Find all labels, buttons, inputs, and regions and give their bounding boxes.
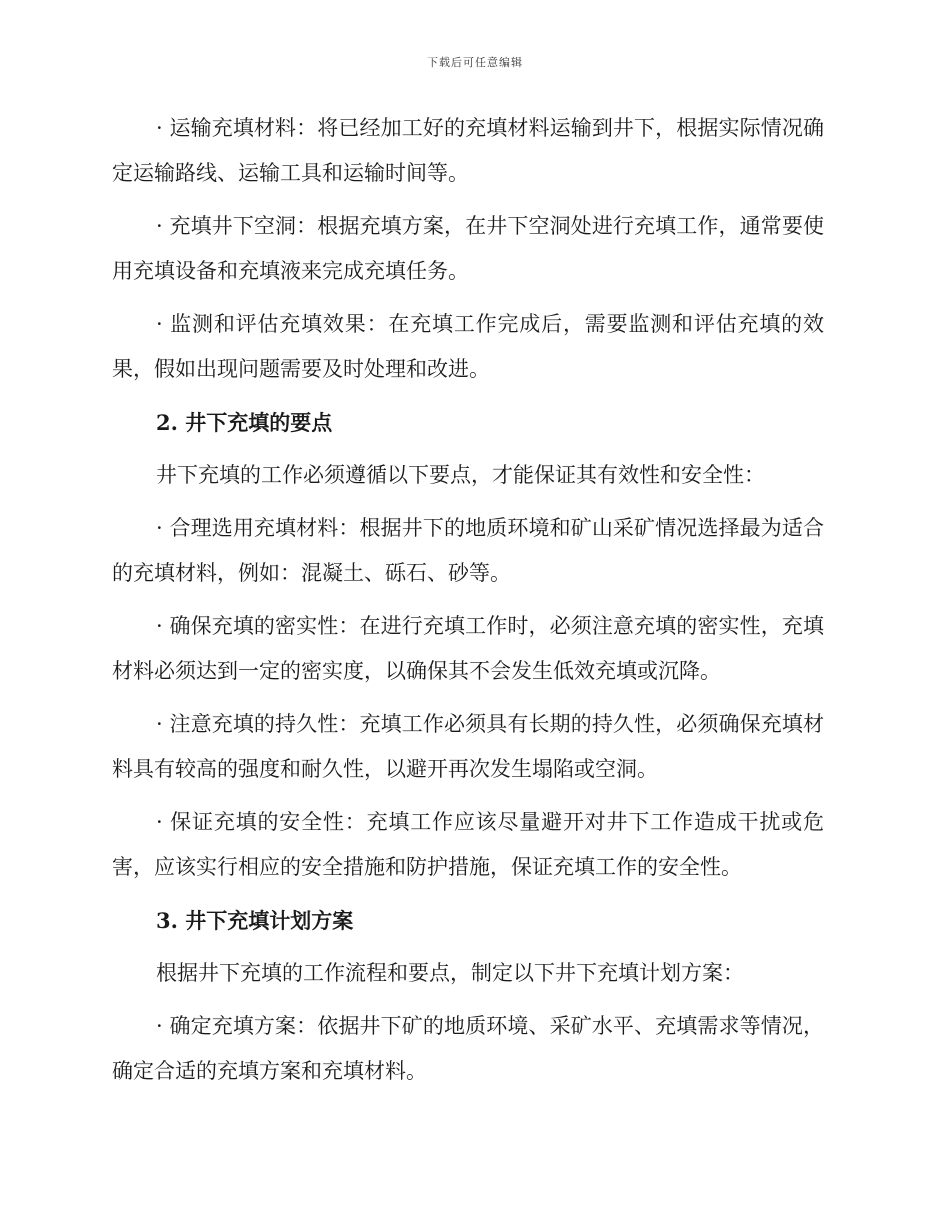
paragraph-transport-material: · 运输充填材料：将已经加工好的充填材料运输到井下，根据实际情况确定运输路线、运输工具和运输时间等。 — [112, 116, 824, 185]
paragraph-select-material: · 合理选用充填材料：根据井下的地质环境和矿山采矿情况选择最为适合的充填材料，例如：混凝土、砾石、砂等。 — [112, 516, 824, 585]
paragraph-determine-plan: · 确定充填方案：依据井下矿的地质环境、采矿水平、充填需求等情况，确定合适的充填方案和充填材料。 — [112, 1014, 824, 1083]
header-note: 下载后可任意编辑 — [427, 56, 523, 69]
paragraph-durability: · 注意充填的持久性：充填工作必须具有长期的持久性，必须确保充填材料具有较高的强度和耐久性，以避开再次发生塌陷或空洞。 — [112, 712, 824, 781]
paragraph-monitor-effect: · 监测和评估充填效果：在充填工作完成后，需要监测和评估充填的效果，假如出现问题需要及时处理和改进。 — [112, 312, 824, 381]
document-body — [112, 106, 824, 1102]
paragraph-compactness: · 确保充填的密实性：在进行充填工作时，必须注意充填的密实性，充填材料必须达到一定的密实度，以确保其不会发生低效充填或沉降。 — [112, 614, 824, 683]
paragraph-safety: · 保证充填的安全性：充填工作应该尽量避开对井下工作造成干扰或危害，应该实行相应的安全措施和防护措施，保证充填工作的安全性。 — [112, 810, 824, 879]
section-heading-plan: 3. 井下充填计划方案 — [156, 908, 354, 933]
paragraph-key-points-intro: 井下充填的工作必须遵循以下要点，才能保证其有效性和安全性： — [156, 463, 765, 487]
paragraph-plan-intro: 根据井下充填的工作流程和要点，制定以下井下充填计划方案： — [156, 961, 744, 985]
paragraph-fill-void: · 充填井下空洞：根据充填方案，在井下空洞处进行充填工作，通常要使用充填设备和充填液来完成充填任务。 — [112, 214, 824, 283]
section-heading-key-points: 2. 井下充填的要点 — [156, 410, 333, 435]
